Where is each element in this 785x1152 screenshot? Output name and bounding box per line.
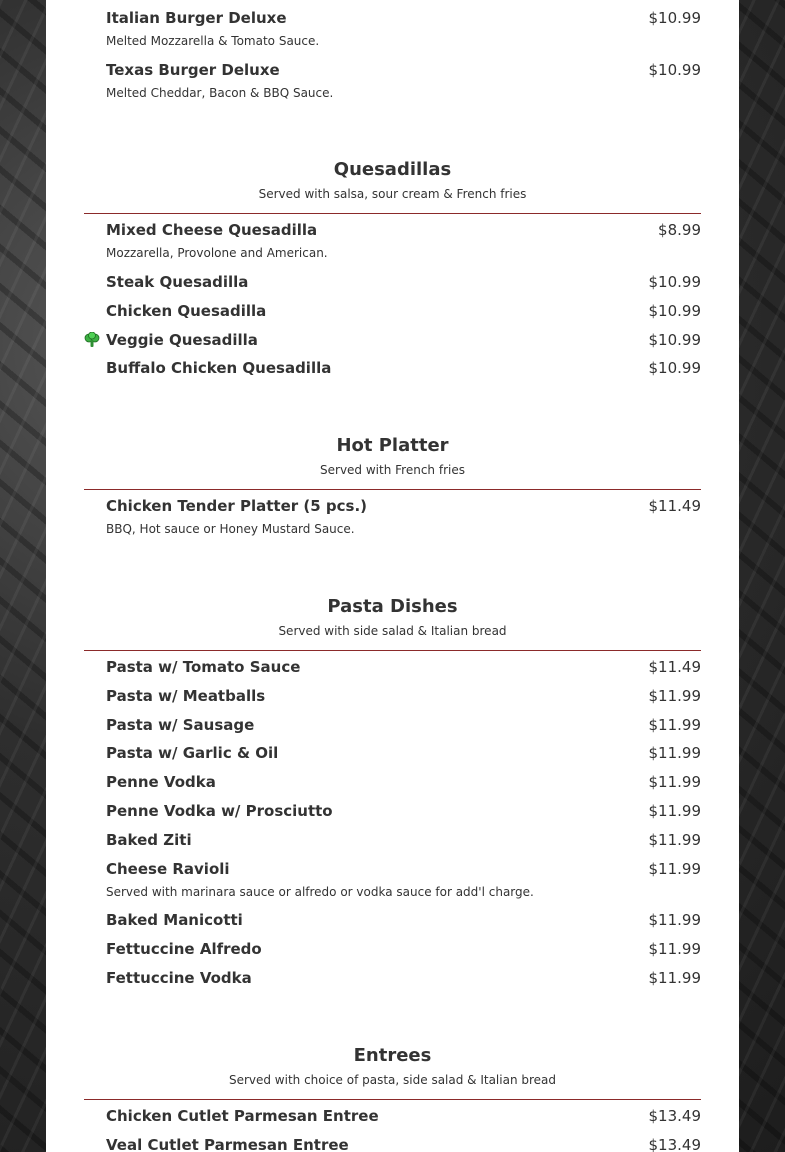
item-price: $11.99 <box>648 687 701 705</box>
menu-item-chicken-cutlet-parmesan-entree <box>106 1107 701 1127</box>
menu-item-steak-quesadilla <box>106 273 701 293</box>
menu-item-italian-burger-deluxe <box>106 9 701 53</box>
section-subtitle-pasta-dishes: Served with side salad & Italian bread <box>278 624 507 638</box>
menu-item-chicken-quesadilla <box>106 302 701 322</box>
item-price: $13.49 <box>648 1107 701 1125</box>
item-name: Chicken Quesadilla <box>106 302 267 320</box>
section-title-entrees: Entrees <box>353 1045 432 1066</box>
item-name: Penne Vodka w/ Prosciutto <box>106 802 333 820</box>
item-name: Veal Cutlet Parmesan Entree <box>106 1136 349 1152</box>
item-name: Fettuccine Vodka <box>106 969 252 987</box>
item-price: $11.99 <box>648 969 701 987</box>
menu-item-baked-ziti <box>106 831 701 851</box>
menu-item-fettuccine-vodka <box>106 969 701 989</box>
section-title-pasta-dishes: Pasta Dishes <box>327 596 458 617</box>
item-price: $11.99 <box>648 802 701 820</box>
menu-item-chicken-tender-platter <box>106 497 701 541</box>
item-description: Melted Mozzarella & Tomato Sauce. <box>106 34 320 48</box>
item-price: $10.99 <box>648 61 701 79</box>
menu-item-cheese-ravioli <box>106 860 701 904</box>
item-price: $13.49 <box>648 1136 701 1152</box>
section-subtitle-entrees: Served with choice of pasta, side salad & Italian bread <box>228 1073 557 1087</box>
item-name: Baked Ziti <box>106 831 192 849</box>
item-price: $11.99 <box>648 860 701 878</box>
item-price: $10.99 <box>648 273 701 291</box>
menu-item-baked-manicotti <box>106 911 701 931</box>
item-description: BBQ, Hot sauce or Honey Mustard Sauce. <box>106 522 355 536</box>
item-price: $11.49 <box>648 497 701 515</box>
menu-item-mixed-cheese-quesadilla <box>106 221 701 265</box>
section-title-hot-platter: Hot Platter <box>336 435 449 456</box>
section-title-quesadillas: Quesadillas <box>333 159 452 180</box>
item-price: $10.99 <box>648 9 701 27</box>
section-divider <box>84 489 701 490</box>
menu-page <box>46 0 739 1152</box>
item-name: Penne Vodka <box>106 773 216 791</box>
item-name: Pasta w/ Sausage <box>106 716 255 734</box>
item-name: Italian Burger Deluxe <box>106 9 287 27</box>
section-divider <box>84 1099 701 1100</box>
menu-item-veal-cutlet-parmesan-entree <box>106 1136 701 1152</box>
item-name: Chicken Cutlet Parmesan Entree <box>106 1107 379 1125</box>
item-price: $8.99 <box>658 221 701 239</box>
item-price: $11.99 <box>648 940 701 958</box>
section-divider <box>84 650 701 651</box>
item-price: $11.99 <box>648 773 701 791</box>
item-name: Baked Manicotti <box>106 911 243 929</box>
item-name: Cheese Ravioli <box>106 860 230 878</box>
item-price: $10.99 <box>648 331 701 349</box>
item-name: Fettuccine Alfredo <box>106 940 262 958</box>
item-price: $11.99 <box>648 716 701 734</box>
menu-item-penne-vodka <box>106 773 701 793</box>
item-description: Melted Cheddar, Bacon & BBQ Sauce. <box>106 86 334 100</box>
section-subtitle-quesadillas: Served with salsa, sour cream & French fries <box>258 187 527 201</box>
menu-item-pasta-tomato-sauce <box>106 658 701 678</box>
broccoli-icon <box>84 332 100 348</box>
menu-item-pasta-meatballs <box>106 687 701 707</box>
menu-item-buffalo-chicken-quesadilla <box>106 359 701 379</box>
item-price: $10.99 <box>648 359 701 377</box>
section-subtitle-hot-platter: Served with French fries <box>320 463 465 477</box>
item-name: Mixed Cheese Quesadilla <box>106 221 318 239</box>
section-divider <box>84 213 701 214</box>
item-name: Veggie Quesadilla <box>106 331 258 349</box>
menu-item-pasta-garlic-oil <box>106 744 701 764</box>
item-price: $11.99 <box>648 911 701 929</box>
item-name: Texas Burger Deluxe <box>106 61 280 79</box>
menu-item-pasta-sausage <box>106 716 701 736</box>
menu-item-fettuccine-alfredo <box>106 940 701 960</box>
item-description: Served with marinara sauce or alfredo or vodka sauce for add'l charge. <box>106 885 534 899</box>
menu-item-veggie-quesadilla <box>106 331 701 351</box>
item-name: Chicken Tender Platter (5 pcs.) <box>106 497 368 515</box>
item-name: Steak Quesadilla <box>106 273 249 291</box>
item-price: $11.49 <box>648 658 701 676</box>
item-price: $11.99 <box>648 831 701 849</box>
item-name: Buffalo Chicken Quesadilla <box>106 359 332 377</box>
item-name: Pasta w/ Garlic & Oil <box>106 744 279 762</box>
menu-item-texas-burger-deluxe <box>106 61 701 105</box>
menu-item-penne-vodka-prosciutto <box>106 802 701 822</box>
item-price: $11.99 <box>648 744 701 762</box>
item-name: Pasta w/ Tomato Sauce <box>106 658 301 676</box>
item-price: $10.99 <box>648 302 701 320</box>
item-name: Pasta w/ Meatballs <box>106 687 266 705</box>
item-description: Mozzarella, Provolone and American. <box>106 246 328 260</box>
